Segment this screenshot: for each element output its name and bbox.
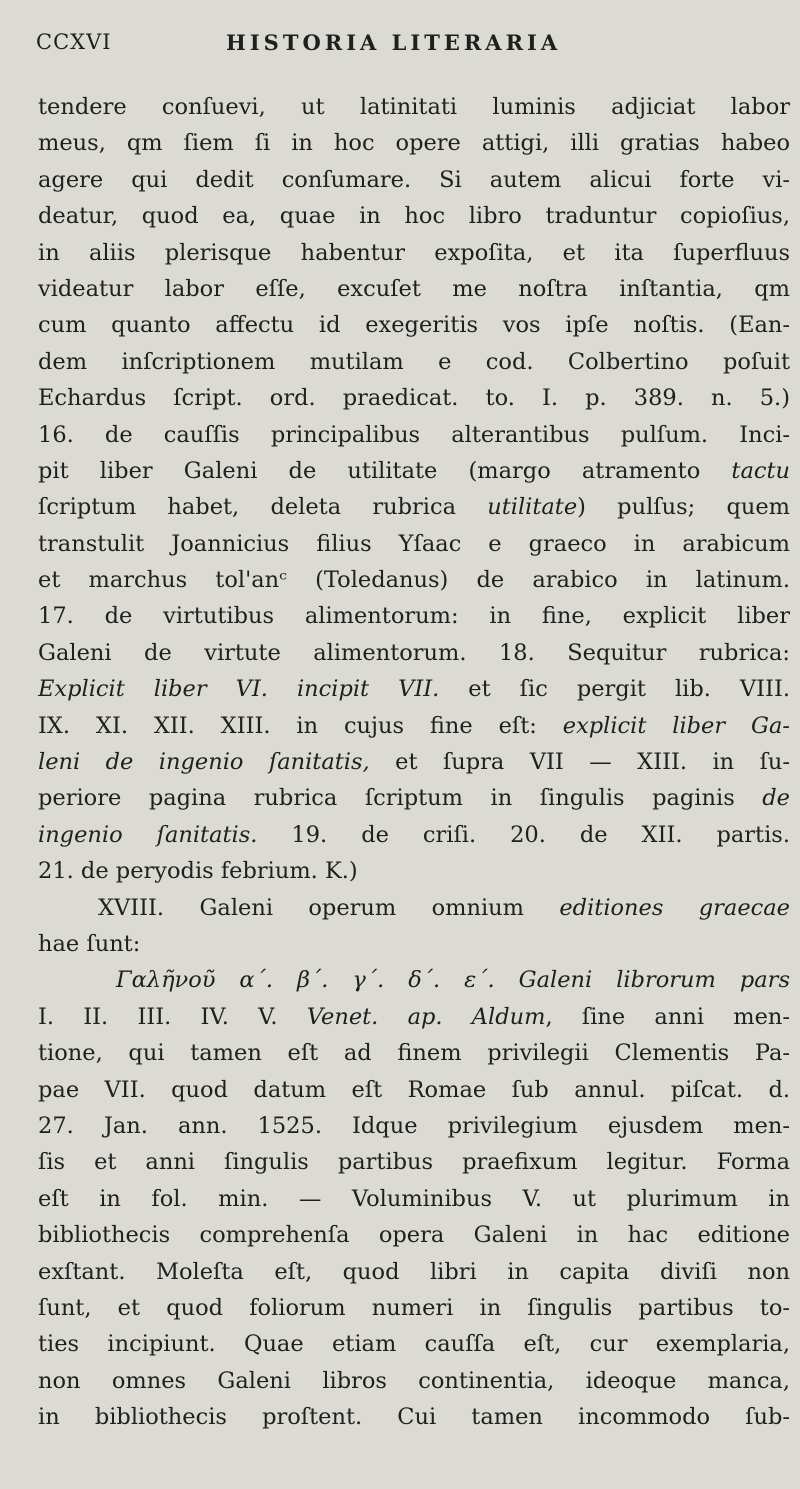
running-title: HISTORIA LITERARIA <box>226 30 562 55</box>
text-segment: et marchus tol'anᶜ (Toledanus) de arabico in latinum. <box>38 567 790 594</box>
text-segment: non omnes Galeni libros continentia, ideoque manca, <box>38 1367 790 1394</box>
italic-segment: de <box>762 785 790 812</box>
text-line <box>38 89 790 125</box>
text-line <box>38 598 790 634</box>
text-segment: dem inſcriptionem mutilam e cod. Colbertino poſuit <box>38 348 790 375</box>
text-line <box>38 271 790 307</box>
text-line <box>38 1254 790 1290</box>
text-segment: 16. de cauſſis principalibus alterantibus pulſum. Inci- <box>38 421 790 448</box>
italic-segment: Γαλῆνοῦ α΄. β΄. γ΄. δ΄. ε΄. Galeni librorum pars <box>116 967 790 994</box>
text-line <box>38 926 790 962</box>
text-segment: in aliis plerisque habentur expoſita, et ita ſuperfluus <box>38 239 790 266</box>
running-head <box>36 30 776 64</box>
text-line <box>38 1144 790 1180</box>
italic-segment: tactu <box>731 457 790 484</box>
text-segment: in bibliothecis proſtent. Cui tamen incommodo ſub- <box>38 1404 790 1431</box>
text-segment: 27. Jan. ann. 1525. Idque privilegium ejusdem men- <box>38 1112 790 1139</box>
text-line <box>38 999 790 1035</box>
text-segment: IX. XI. XII. XIII. in cujus fine eſt: <box>38 712 563 739</box>
italic-segment: Venet. ap. Aldum <box>306 1003 546 1030</box>
text-line <box>38 817 790 853</box>
text-line <box>38 708 790 744</box>
text-segment: videatur labor eſſe, excuſet me noſtra inſtantia, qm <box>38 275 790 302</box>
section-heading-line <box>38 890 790 926</box>
text-line <box>38 307 790 343</box>
text-segment: tendere conſuevi, ut latinitati luminis adjiciat labor <box>38 94 790 120</box>
text-segment: exſtant. Moleſta eſt, quod libri in capita diviſi non <box>38 1258 790 1285</box>
text-segment: periore pagina rubrica ſcriptum in ſingulis paginis <box>38 785 763 812</box>
text-segment: cum quanto affectu id exegeritis vos ipſe noſtis. (Ean- <box>38 312 790 339</box>
text-line <box>38 344 790 380</box>
italic-segment: editiones graecae <box>559 894 790 921</box>
text-segment: eſt in fol. min. — Voluminibus V. ut plurimum in <box>38 1185 790 1212</box>
italic-segment: explicit liber Ga- <box>562 712 790 739</box>
text-segment: tione, qui tamen eſt ad finem privilegii Clementis Pa- <box>38 1040 790 1067</box>
text-segment: ſis et anni ſingulis partibus praefixum legitur. Forma <box>38 1149 790 1176</box>
page-number: CCXVI <box>36 30 112 54</box>
text-line <box>38 125 790 161</box>
text-line <box>38 235 790 271</box>
text-line <box>38 744 790 780</box>
text-line <box>38 1035 790 1071</box>
text-segment: meus, qm ſiem ſi in hoc opere attigi, illi gratias habeo <box>38 130 790 157</box>
text-line <box>38 562 790 598</box>
text-line <box>38 1363 790 1399</box>
text-line <box>38 1181 790 1217</box>
text-segment: 17. de virtutibus alimentorum: in fine, explicit liber <box>38 603 790 630</box>
text-line <box>38 1290 790 1326</box>
text-line <box>38 1108 790 1144</box>
text-line <box>38 198 790 234</box>
text-line <box>38 671 790 707</box>
text-segment: 19. de criſi. 20. de XII. partis. <box>257 821 790 848</box>
edition-title-line <box>38 962 790 998</box>
text-line <box>38 1326 790 1362</box>
text-segment: et ſic pergit lib. VIII. <box>439 676 790 703</box>
text-line <box>38 853 790 889</box>
text-segment: ſcriptum habet, deleta rubrica <box>38 494 488 521</box>
text-segment: , ſine anni men- <box>545 1003 790 1030</box>
text-segment: bibliothecis comprehenſa opera Galeni in hac editione <box>38 1222 790 1249</box>
text-line <box>38 1399 790 1435</box>
body-text <box>38 89 790 1435</box>
text-line <box>38 635 790 671</box>
text-segment: I. II. III. IV. V. <box>38 1003 307 1030</box>
text-line <box>38 1072 790 1108</box>
italic-segment: utilitate <box>487 494 578 521</box>
italic-segment: leni de ingenio ſanitatis, <box>38 749 370 776</box>
text-segment: 21. de peryodis febrium. K.) <box>38 858 358 885</box>
text-line <box>38 417 790 453</box>
text-segment: agere qui dedit conſumare. Si autem alicui forte vi- <box>38 166 790 193</box>
text-segment: transtulit Joannicius filius Yſaac e graeco in arabicum <box>38 530 790 557</box>
text-segment: Echardus ſcript. ord. praedicat. to. I. p. 389. n. 5.) <box>38 385 790 412</box>
text-segment: pae VII. quod datum eſt Romae ſub annul. piſcat. d. <box>38 1076 790 1103</box>
text-segment: Galeni de virtute alimentorum. 18. Sequitur rubrica: <box>38 639 790 666</box>
text-line <box>38 526 790 562</box>
italic-segment: ingenio ſanitatis. <box>38 821 258 848</box>
text-line <box>38 453 790 489</box>
text-line <box>38 162 790 198</box>
text-segment: ſunt, et quod foliorum numeri in ſingulis partibus to- <box>38 1294 790 1321</box>
italic-segment: Explicit liber VI. incipit VII. <box>38 676 440 703</box>
text-segment: pit liber Galeni de utilitate (margo atramento <box>38 457 732 484</box>
text-line <box>38 1217 790 1253</box>
text-segment: deatur, quod ea, quae in hoc libro traduntur copioſius, <box>38 203 790 230</box>
text-segment: ) pulſus; quem <box>577 494 790 521</box>
text-segment: et ſupra VII — XIII. in ſu- <box>369 749 790 776</box>
text-line <box>38 780 790 816</box>
text-segment: XVIII. Galeni operum omnium <box>98 894 560 921</box>
text-segment: ties incipiunt. Quae etiam cauſſa eſt, cur exemplaria, <box>38 1331 790 1358</box>
text-line <box>38 380 790 416</box>
text-line <box>38 489 790 525</box>
text-segment: hae ſunt: <box>38 930 141 957</box>
